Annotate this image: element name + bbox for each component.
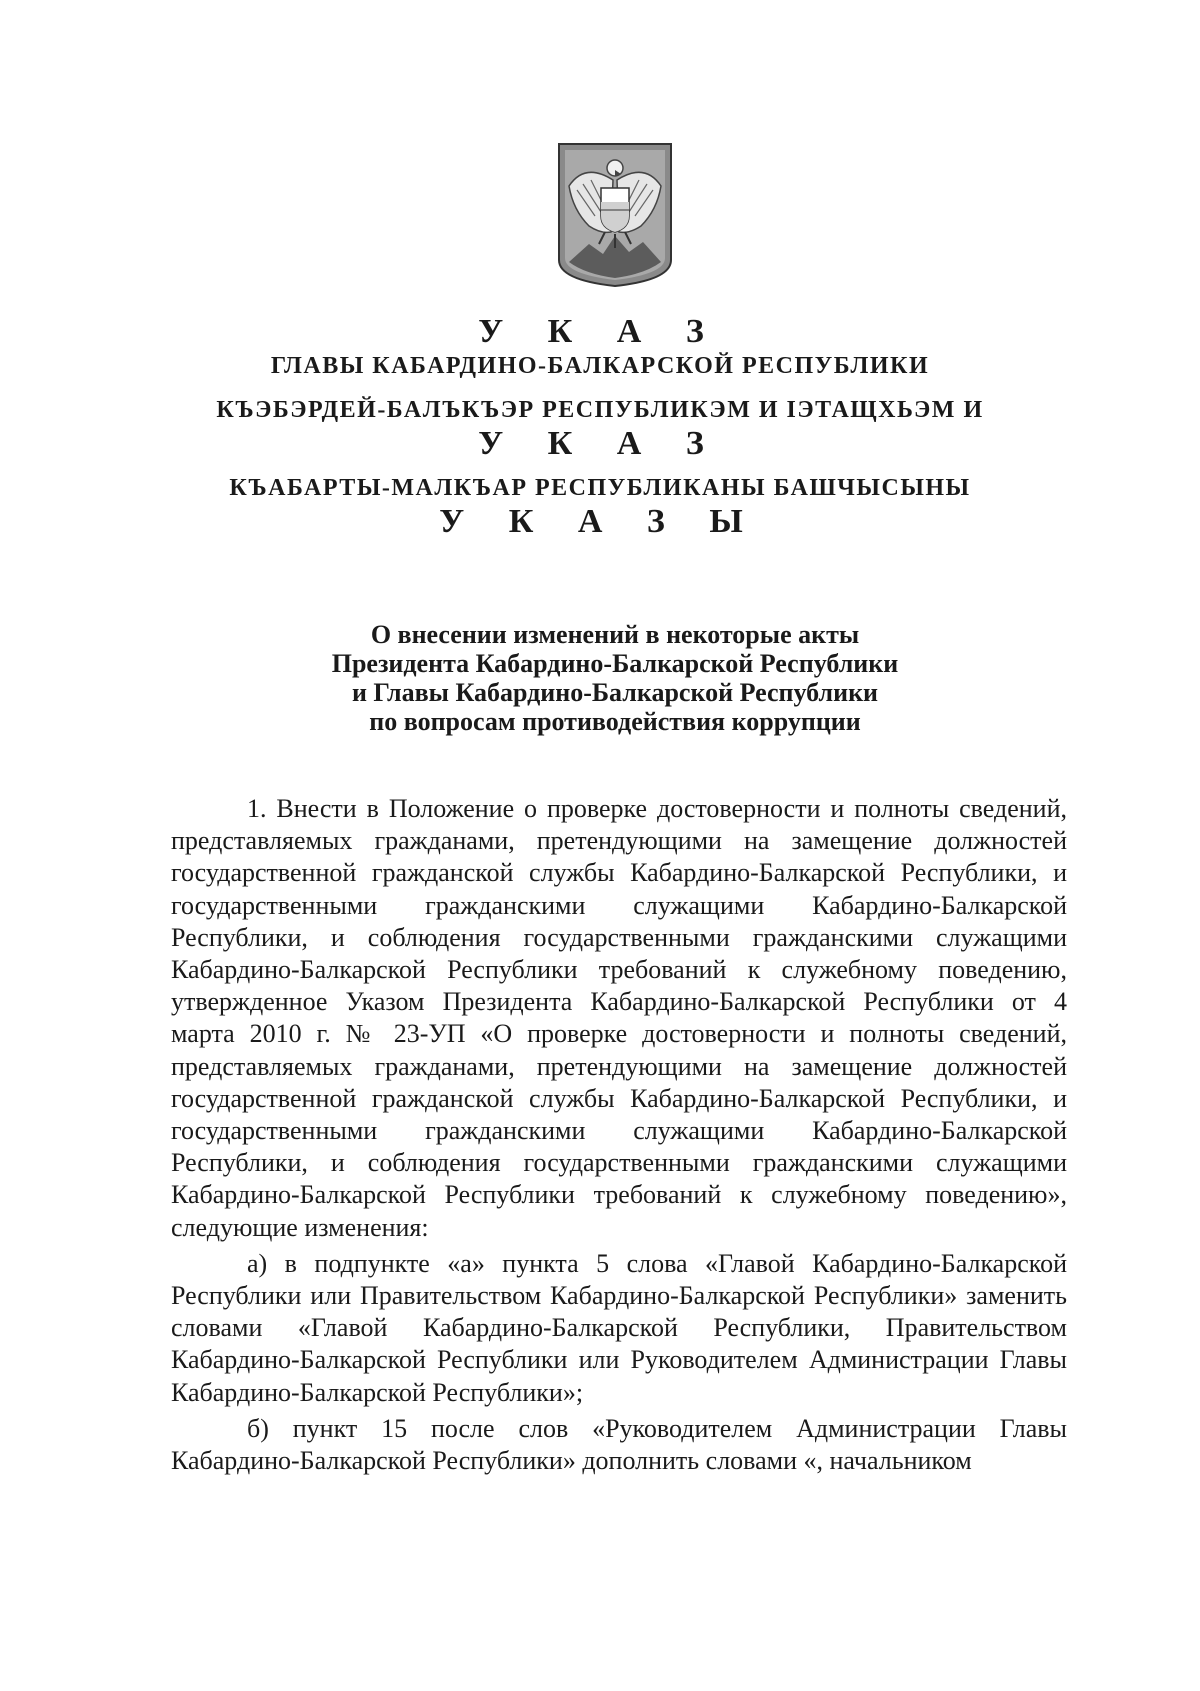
paragraph-b: б) пункт 15 после слов «Руководителем Администрации Главы Кабардино-Балкарской Республики» дополнить словами «, начальником [171,1413,1067,1476]
document-body [171,793,1067,1481]
title-line-4: по вопросам противодействия коррупции [369,707,861,736]
coat-of-arms-icon [555,140,675,288]
title-line-1: О внесении изменений в некоторые акты [370,620,860,649]
paragraph-1: 1. Внести в Положение о проверке достоверности и полноты сведений, представляемых гражданами, претендующими на замещение должностей государственной гражданской службы Кабардино-Балкарской Республики, и государственными гражданскими служащими Кабардино-Балкарской Республики, и соблюдения государственными гражданскими служащими Кабардино-Балкарской Республики требований к служебному поведению, утвержденное Указом Президента Кабардино-Балкарской Республики от 4 марта 2010 г. № 23-УП «О проверке достоверности и полноты сведений, представляемых гражданами, претендующими на замещение должностей государственной гражданской службы Кабардино-Балкарской Республики, и государственными гражданскими служащими Кабардино-Балкарской Республики, и соблюдения государственными гражданскими служащими Кабардино-Балкарской Республики требований к служебному поведению», следующие изменения: [171,794,1067,1242]
header-line-3: КЪАБАРТЫ-МАЛКЪАР РЕСПУБЛИКАНЫ БАШЧЫСЫНЫ [229,475,971,501]
header-ukaz-3: У К А З Ы [439,503,761,540]
header-ukaz-1: У К А З [478,313,722,350]
header-line-2: КЪЭБЭРДЕЙ-БАЛЪКЪЭР РЕСПУБЛИКЭМ И ІЭТАЩХЬЭМ И [216,397,984,423]
title-line-2: Президента Кабардино-Балкарской Республики [331,649,899,678]
paragraph-a: а) в подпункте «а» пункта 5 слова «Главой Кабардино-Балкарской Республики или Правительством Кабардино-Балкарской Республики» заменить словами «Главой Кабардино-Балкарской Республики, Правительством Кабардино-Балкарской Республики или Руководителем Администрации Главы Кабардино-Балкарской Республики»; [171,1248,1067,1407]
document-title [150,620,1080,736]
header-line-1: ГЛАВЫ КАБАРДИНО-БАЛКАРСКОЙ РЕСПУБЛИКИ [270,353,930,379]
title-line-3: и Главы Кабардино-Балкарской Республики [351,678,879,707]
header-ukaz-2: У К А З [478,425,722,462]
